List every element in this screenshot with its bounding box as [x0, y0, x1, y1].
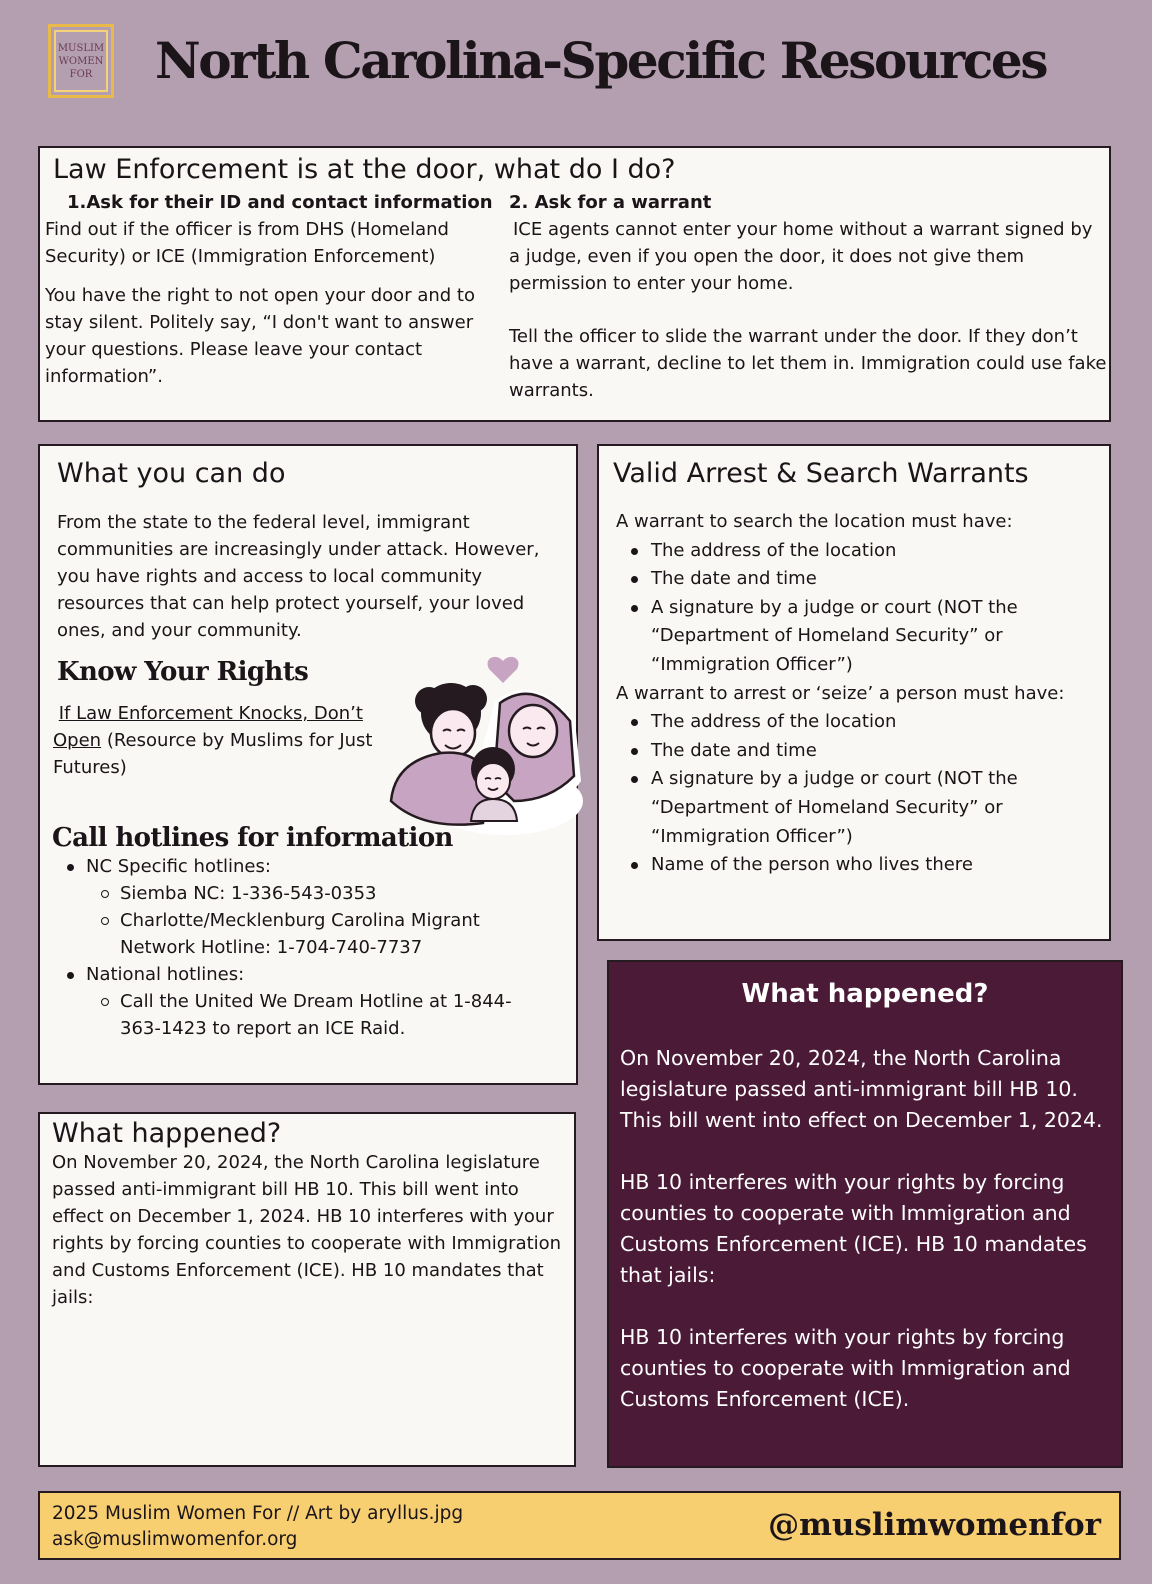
warrants-heading: Valid Arrest & Search Warrants	[613, 458, 1029, 489]
page-title: North Carolina-Specific Resources	[155, 31, 1047, 90]
step-1-title	[45, 190, 500, 216]
dark-paragraph-2: HB 10 interferes with your rights by forcing counties to cooperate with Immigration and Customs Enforcement (ICE). HB 10 mandates that jails:	[620, 1170, 1087, 1287]
family-illustration	[385, 651, 585, 836]
nc-hotlines-label: NC Specific hotlines:	[86, 856, 271, 877]
dark-paragraph-1: On November 20, 2024, the North Carolina legislature passed anti-immigrant bill HB 10. This bill went into effect on December 1, 2024.	[620, 1046, 1103, 1132]
logo-line: FOR	[69, 68, 93, 80]
dark-paragraph-3: HB 10 interferes with your rights by forcing counties to cooperate with Immigration and Customs Enforcement (ICE).	[620, 1325, 1071, 1411]
know-your-rights-heading: Know Your Rights	[57, 657, 309, 687]
logo-line: MUSLIM	[57, 42, 105, 54]
can-do-intro: From the state to the federal level, immigrant communities are increasingly under attack. However, you have rights and access to local community resources that can help protect yourself, your loved ones, and your community.	[57, 512, 540, 641]
door-section	[38, 146, 1111, 422]
hotline-united-we-dream: Call the United We Dream Hotline at 1-844-363-1423 to report an ICE Raid.	[120, 991, 512, 1039]
national-hotlines-label: National hotlines:	[86, 964, 245, 985]
what-happened-dark-heading: What happened?	[741, 979, 989, 1009]
list-item: A signature by a judge or court (NOT the “Department of Homeland Security” or “Immigration Officer”)	[616, 594, 1106, 680]
list-item: The address of the location	[616, 537, 1106, 566]
footer	[38, 1491, 1121, 1560]
what-you-can-do-section	[38, 444, 578, 1085]
hotlines-list	[52, 853, 552, 1042]
know-your-rights-link[interactable]: If Law Enforcement Knocks, Don’t Open	[53, 703, 363, 751]
step-1-number: 1.	[67, 192, 87, 213]
what-happened-dark-section	[607, 960, 1123, 1468]
step-1-title-text: Ask for their ID and contact information	[86, 192, 493, 213]
logo	[48, 24, 114, 98]
list-item	[52, 907, 552, 961]
list-item	[52, 988, 552, 1042]
warrants-body	[616, 508, 1106, 880]
door-heading: Law Enforcement is at the door, what do I do?	[53, 154, 676, 185]
list-item: The address of the location	[616, 708, 1106, 737]
list-item: The date and time	[616, 565, 1106, 594]
step-2-text-2: Tell the officer to slide the warrant under the door. If they don’t have a warrant, decline to let them in. Immigration could use fake warrants.	[509, 326, 1107, 401]
list-item	[52, 961, 552, 988]
footer-credits	[52, 1501, 463, 1553]
what-happened-text: On November 20, 2024, the North Carolina legislature passed anti-immigrant bill HB 10. This bill went into effect on December 1, 2024. HB 10 interferes with your rights by forcing counties to cooperate with Immigration and Customs Enforcement (ICE). HB 10 mandates that jails:	[52, 1152, 562, 1308]
list-item: A signature by a judge or court (NOT the “Department of Homeland Security” or “Immigration Officer”)	[616, 765, 1106, 851]
hotline-charlotte: Charlotte/Mecklenburg Carolina Migrant Network Hotline: 1-704-740-7737	[120, 910, 480, 958]
warrants-section	[597, 444, 1111, 941]
can-do-heading: What you can do	[57, 458, 286, 489]
list-item: The date and time	[616, 737, 1106, 766]
kyr-note: (Resource by Muslims for Just Futures)	[53, 730, 373, 778]
hotlines-heading: Call hotlines for information	[52, 823, 453, 853]
list-item	[52, 880, 552, 907]
know-your-rights-text	[53, 700, 393, 781]
list-item: Name of the person who lives there	[616, 851, 1106, 880]
logo-line: WOMEN	[58, 55, 104, 67]
search-warrant-intro: A warrant to search the location must have:	[616, 511, 1013, 532]
step-1-text: Find out if the officer is from DHS (Homeland Security) or ICE (Immigration Enforcement)	[45, 219, 449, 267]
arrest-warrant-intro: A warrant to arrest or ‘seize’ a person must have:	[616, 682, 1065, 704]
what-happened-section	[38, 1112, 576, 1467]
hotline-siemba: Siemba NC: 1-336-543-0353	[120, 883, 377, 904]
list-item	[52, 853, 552, 880]
footer-email[interactable]: ask@muslimwomenfor.org	[52, 1529, 298, 1550]
what-happened-heading: What happened?	[52, 1118, 282, 1149]
social-handle[interactable]: @muslimwomenfor	[768, 1507, 1101, 1543]
door-step-1	[45, 190, 500, 390]
step-1-text-2: You have the right to not open your door and to stay silent. Politely say, “I don't want to answer your questions. Please leave your contact information”.	[45, 285, 475, 387]
footer-credit: 2025 Muslim Women For // Art by aryllus.jpg	[52, 1503, 464, 1524]
step-2-text: ICE agents cannot enter your home without a warrant signed by a judge, even if you open the door, it does not give them permission to enter your home.	[509, 219, 1093, 294]
step-2-title: 2. Ask for a warrant	[509, 192, 712, 213]
door-step-2	[509, 190, 1107, 404]
what-happened-dark-body	[620, 1043, 1115, 1415]
